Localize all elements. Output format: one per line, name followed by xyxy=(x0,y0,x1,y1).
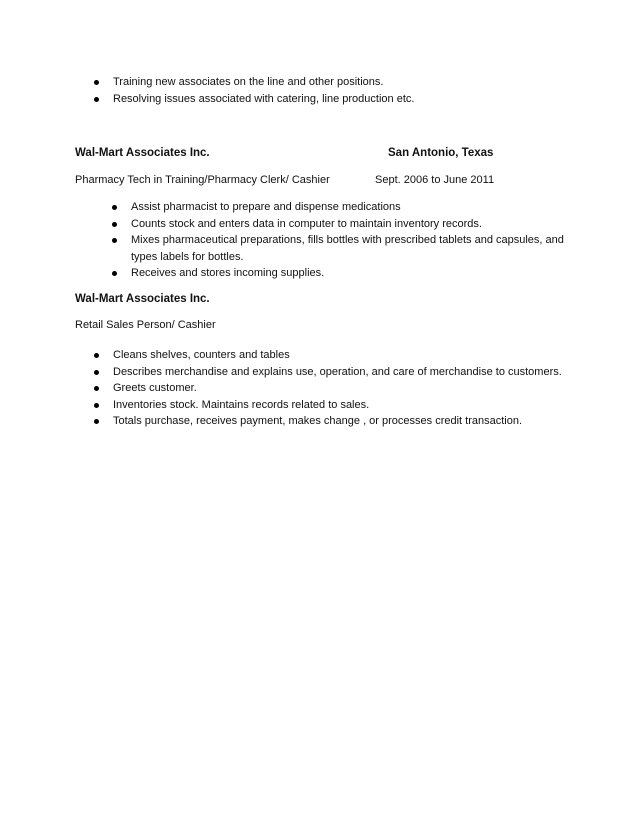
job1-employer: Wal-Mart Associates Inc. xyxy=(75,147,210,159)
job2-bullet-list xyxy=(113,347,562,430)
list-item: Assist pharmacist to prepare and dispense medications xyxy=(131,199,564,216)
list-item: Resolving issues associated with catering, line production etc. xyxy=(113,91,414,108)
top-bullet-list xyxy=(113,74,414,107)
job1-dates: Sept. 2006 to June 2011 xyxy=(375,174,495,186)
list-item: Mixes pharmaceutical preparations, fills bottles with prescribed tablets and capsules, and xyxy=(131,232,564,249)
list-item: Cleans shelves, counters and tables xyxy=(113,347,562,364)
list-item: Greets customer. xyxy=(113,380,562,397)
list-item: Training new associates on the line and other positions. xyxy=(113,74,414,91)
list-item: Counts stock and enters data in computer to maintain inventory records. xyxy=(131,216,564,233)
job1-bullet-list xyxy=(131,199,564,282)
job1-location: San Antonio, Texas xyxy=(388,147,494,159)
job1-title: Pharmacy Tech in Training/Pharmacy Clerk/ Cashier xyxy=(75,174,330,186)
list-item: Totals purchase, receives payment, makes change , or processes credit transaction. xyxy=(113,413,562,430)
list-item: Describes merchandise and explains use, operation, and care of merchandise to customers. xyxy=(113,364,562,381)
job2-title: Retail Sales Person/ Cashier xyxy=(75,319,216,331)
list-item: Inventories stock. Maintains records related to sales. xyxy=(113,397,562,414)
list-item: Receives and stores incoming supplies. xyxy=(131,265,564,282)
job2-employer: Wal-Mart Associates Inc. xyxy=(75,293,210,305)
list-item-continuation: types labels for bottles. xyxy=(131,250,244,263)
